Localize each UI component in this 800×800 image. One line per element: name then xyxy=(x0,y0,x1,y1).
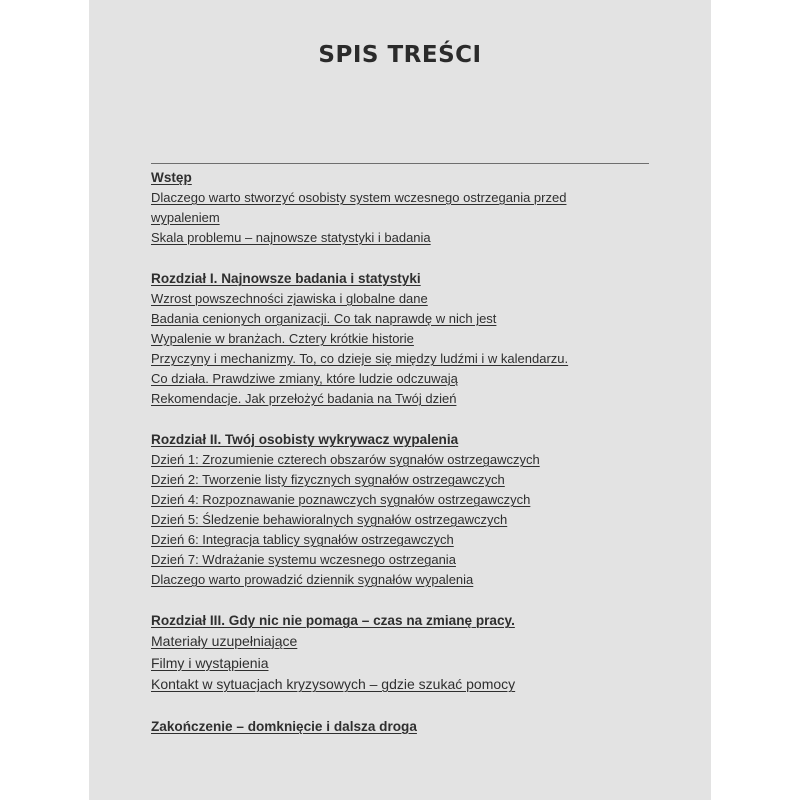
table-of-contents xyxy=(151,168,671,737)
toc-link[interactable]: Dzień 2: Tworzenie listy fizycznych sygnałów ostrzegawczych xyxy=(151,472,505,487)
document-page xyxy=(89,0,711,800)
toc-link[interactable]: Dzień 7: Wdrażanie systemu wczesnego ostrzegania xyxy=(151,552,456,567)
toc-link[interactable]: Skala problemu – najnowsze statystyki i badania xyxy=(151,230,431,245)
toc-link[interactable]: Badania cenionych organizacji. Co tak naprawdę w nich jest xyxy=(151,311,497,326)
toc-heading-ending[interactable]: Zakończenie – domknięcie i dalsza droga xyxy=(151,718,417,734)
toc-heading-chapter-3[interactable]: Rozdział III. Gdy nic nie pomaga – czas na zmianę pracy. xyxy=(151,613,515,628)
toc-link[interactable]: Dzień 4: Rozpoznawanie poznawczych sygnałów ostrzegawczych xyxy=(151,492,531,507)
toc-link[interactable]: Dzień 5: Śledzenie behawioralnych sygnałów ostrzegawczych xyxy=(151,512,508,527)
toc-link[interactable]: Wypalenie w branżach. Cztery krótkie historie xyxy=(151,331,414,346)
toc-link[interactable]: Dzień 6: Integracja tablicy sygnałów ostrzegawczych xyxy=(151,532,454,547)
toc-link[interactable]: Co działa. Prawdziwe zmiany, które ludzie odczuwają xyxy=(151,371,458,386)
section-gap xyxy=(151,590,671,611)
page-title: SPIS TREŚCI xyxy=(318,42,482,68)
toc-link[interactable]: Rekomendacje. Jak przełożyć badania na Twój dzień xyxy=(151,391,457,406)
toc-link[interactable]: Wzrost powszechności zjawiska i globalne dane xyxy=(151,291,428,306)
section-gap xyxy=(151,696,671,717)
toc-link[interactable]: Dlaczego warto prowadzić dziennik sygnałów wypalenia xyxy=(151,572,474,587)
toc-link[interactable]: Materiały uzupełniające xyxy=(151,633,298,649)
toc-link[interactable]: Kontakt w sytuacjach kryzysowych – gdzie szukać pomocy xyxy=(151,676,516,692)
toc-link[interactable]: Filmy i wystąpienia xyxy=(151,654,269,671)
toc-link[interactable]: Dzień 1: Zrozumienie czterech obszarów sygnałów ostrzegawczych xyxy=(151,452,540,467)
section-gap xyxy=(151,409,671,430)
toc-link[interactable]: Przyczyny i mechanizmy. To, co dzieje się między ludźmi i w kalendarzu. xyxy=(151,351,569,366)
divider xyxy=(151,163,649,164)
section-gap xyxy=(151,248,671,269)
toc-heading-chapter-1[interactable]: Rozdział I. Najnowsze badania i statystyki xyxy=(151,271,421,286)
toc-heading-chapter-2[interactable]: Rozdział II. Twój osobisty wykrywacz wypalenia xyxy=(151,432,459,447)
toc-link[interactable]: Dlaczego warto stworzyć osobisty system wczesnego ostrzegania przed wypaleniem xyxy=(151,190,567,225)
toc-heading-intro[interactable]: Wstęp xyxy=(151,170,192,185)
